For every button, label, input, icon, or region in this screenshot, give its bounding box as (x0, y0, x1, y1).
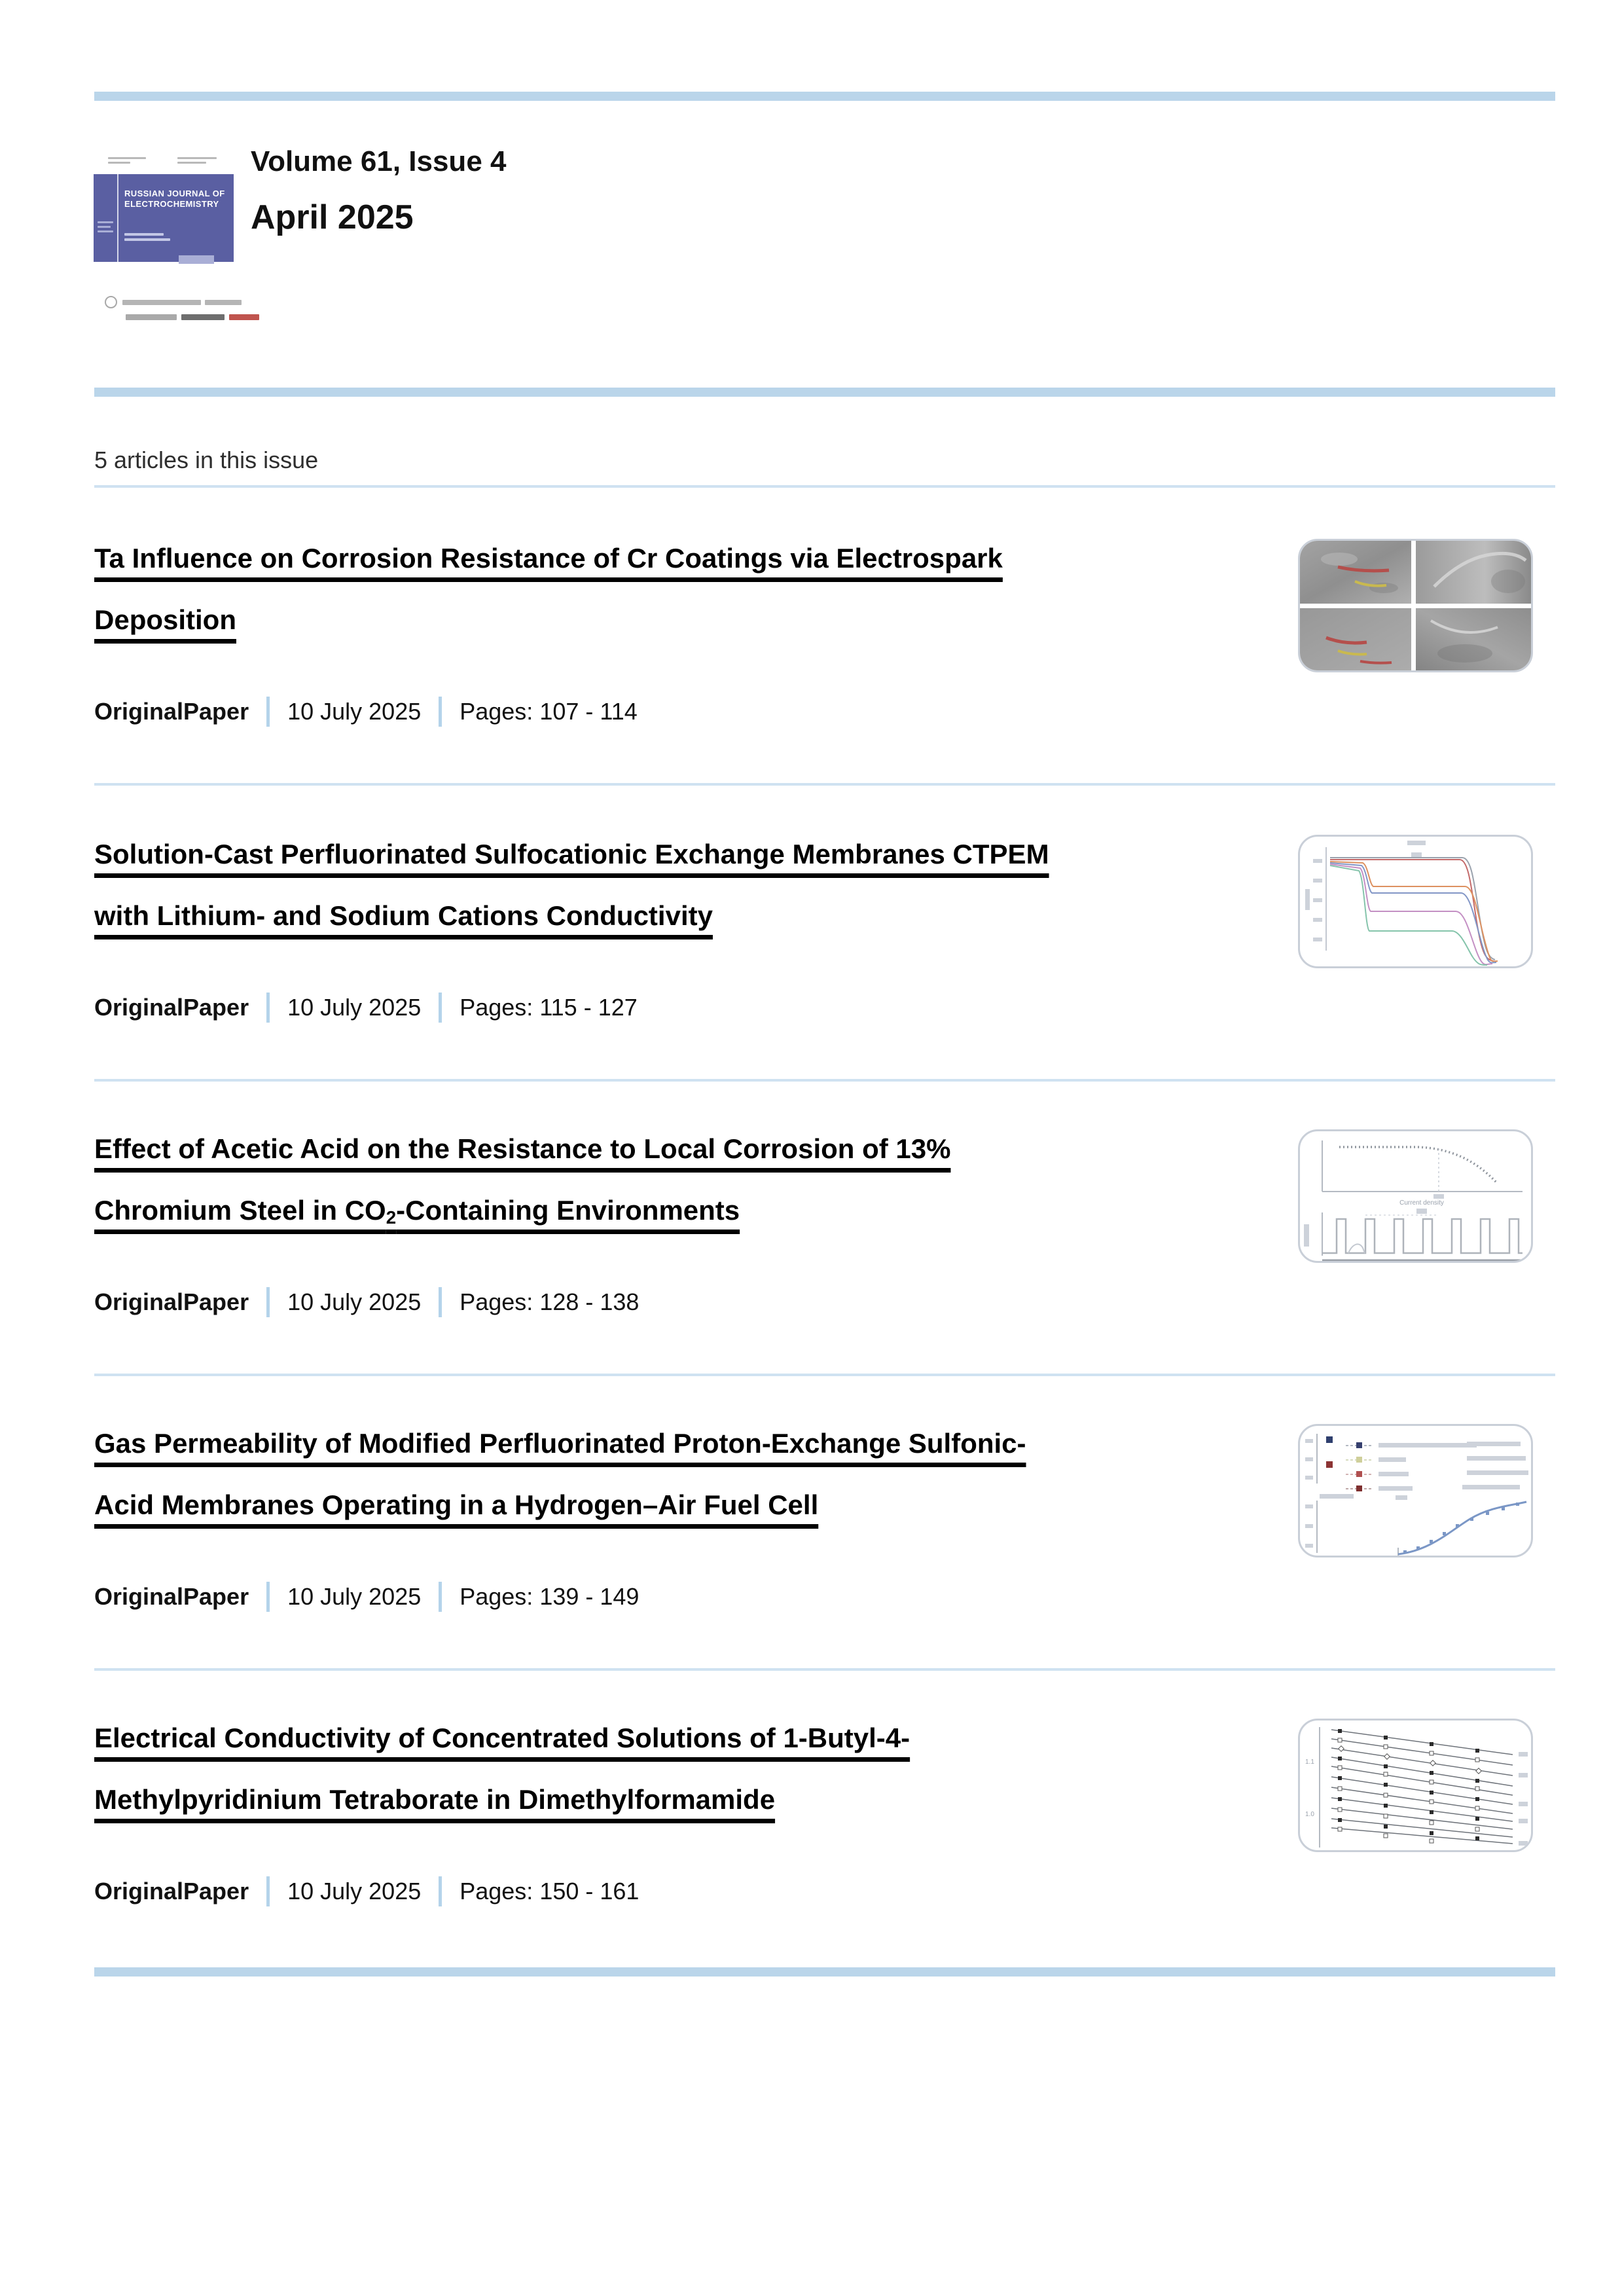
pages-range: Pages: 150 - 161 (460, 1878, 640, 1904)
article-entry-2 (94, 820, 1555, 1116)
meta-separator (439, 697, 442, 727)
article-entry-4 (94, 1409, 1555, 1705)
pages-range: Pages: 139 - 149 (460, 1583, 640, 1610)
thumbnail-ytick-label: 1.1 (1305, 1758, 1314, 1766)
article-meta-5 (94, 1875, 639, 1908)
article-entry-1 (94, 524, 1555, 820)
thumbnail-ytick-label: 1.0 (1305, 1811, 1314, 1818)
thumbnail-axis-caption: Current density (1399, 1199, 1444, 1207)
distributor-logo-row (126, 314, 259, 320)
article-thumbnail-1[interactable] (1298, 539, 1533, 672)
publication-date: 10 July 2025 (287, 1583, 422, 1610)
content-type-label: OriginalPaper (94, 698, 249, 725)
article-divider-line (94, 1668, 1555, 1671)
publication-date: 10 July 2025 (287, 698, 422, 725)
meta-separator (439, 1287, 442, 1317)
top-accent-bar (94, 92, 1555, 101)
meta-separator (439, 993, 442, 1023)
article-title-link-5[interactable]: Electrical Conductivity of Concentrated Solutions of 1-Butyl-4- Methylpyridinium Tetraborate in Dimethylformamide (94, 1722, 910, 1815)
article-title-link-1[interactable]: Ta Influence on Corrosion Resistance of Cr Coatings via Electrospark Deposition (94, 543, 1003, 635)
springer-red-mark-placeholder (229, 314, 259, 320)
article-title-link-4[interactable]: Gas Permeability of Modified Perfluorinated Proton-Exchange Sulfonic- Acid Membranes Operating in a Hydrogen–Air Fuel Cell (94, 1428, 1026, 1520)
publisher-name-placeholder (122, 300, 242, 305)
content-type-label: OriginalPaper (94, 994, 249, 1021)
cover-artwork (94, 174, 234, 262)
polarization-pulse-plots-image (1300, 1131, 1531, 1261)
meta-separator (439, 1582, 442, 1612)
meta-separator (266, 1287, 270, 1317)
distributor-text-placeholder (126, 314, 177, 320)
publication-date: 10 July 2025 (287, 1288, 422, 1315)
articles-count-label: 5 articles in this issue (94, 446, 319, 473)
article-thumbnail-2[interactable] (1298, 835, 1533, 968)
pages-range: Pages: 107 - 114 (460, 698, 638, 725)
header-bottom-accent-bar (94, 388, 1555, 397)
publication-date: 10 July 2025 (287, 994, 422, 1021)
article-entry-3 (94, 1114, 1555, 1410)
article-divider-line (94, 1079, 1555, 1082)
article-meta-1 (94, 695, 638, 728)
cover-editor-text-placeholder (124, 230, 170, 244)
meta-separator (266, 697, 270, 727)
content-type-label: OriginalPaper (94, 1288, 249, 1315)
cover-journal-title: RUSSIAN JOURNAL OF ELECTROCHEMISTRY (124, 189, 225, 209)
volume-issue-heading: Volume 61, Issue 4 (251, 145, 507, 177)
cover-divider-line (117, 174, 118, 262)
conductivity-lines-plot-image (1300, 1721, 1531, 1850)
article-divider-line (94, 1374, 1555, 1376)
publication-date: 10 July 2025 (287, 1878, 422, 1904)
article-meta-3 (94, 1286, 639, 1319)
article-thumbnail-4[interactable] (1298, 1424, 1533, 1558)
pages-range: Pages: 128 - 138 (460, 1288, 640, 1315)
cover-volume-text-placeholder (108, 155, 149, 166)
permeability-plot-image (1300, 1426, 1531, 1556)
article-title-link-3[interactable]: Effect of Acetic Acid on the Resistance to Local Corrosion of 13% Chromium Steel in $CO_2$-Containing Environments (94, 1133, 951, 1228)
article-meta-4 (94, 1580, 639, 1613)
meta-separator (266, 1582, 270, 1612)
cover-issn-text-placeholder (177, 155, 221, 166)
publisher-emblem-icon (105, 296, 117, 308)
cover-bottom-badge (179, 255, 214, 264)
cover-top-band (94, 151, 234, 174)
article-title-link-2[interactable]: Solution-Cast Perfluorinated Sulfocationic Exchange Membranes CTPEM with Lithium- and Sodium Cations Conductivity (94, 839, 1049, 931)
meta-separator (266, 1876, 270, 1906)
cover-anniversary-emblem (98, 219, 115, 235)
article-thumbnail-5[interactable] (1298, 1719, 1533, 1852)
publisher-logo-row (105, 296, 242, 308)
journal-cover[interactable] (94, 151, 234, 262)
article-thumbnail-3[interactable] (1298, 1129, 1533, 1263)
pages-range: Pages: 115 - 127 (460, 994, 638, 1021)
article-divider-line (94, 783, 1555, 786)
meta-separator (266, 993, 270, 1023)
issue-date-heading: April 2025 (251, 198, 414, 236)
bottom-accent-bar (94, 1967, 1555, 1977)
springer-wordmark-placeholder (181, 314, 225, 320)
meta-separator (439, 1876, 442, 1906)
content-type-label: OriginalPaper (94, 1878, 249, 1904)
content-type-label: OriginalPaper (94, 1583, 249, 1610)
count-divider-line (94, 485, 1555, 488)
article-meta-2 (94, 991, 638, 1024)
thermal-curves-chart-image (1300, 837, 1531, 966)
article-entry-5 (94, 1704, 1555, 1999)
sem-micrograph-grid-image (1300, 541, 1531, 670)
